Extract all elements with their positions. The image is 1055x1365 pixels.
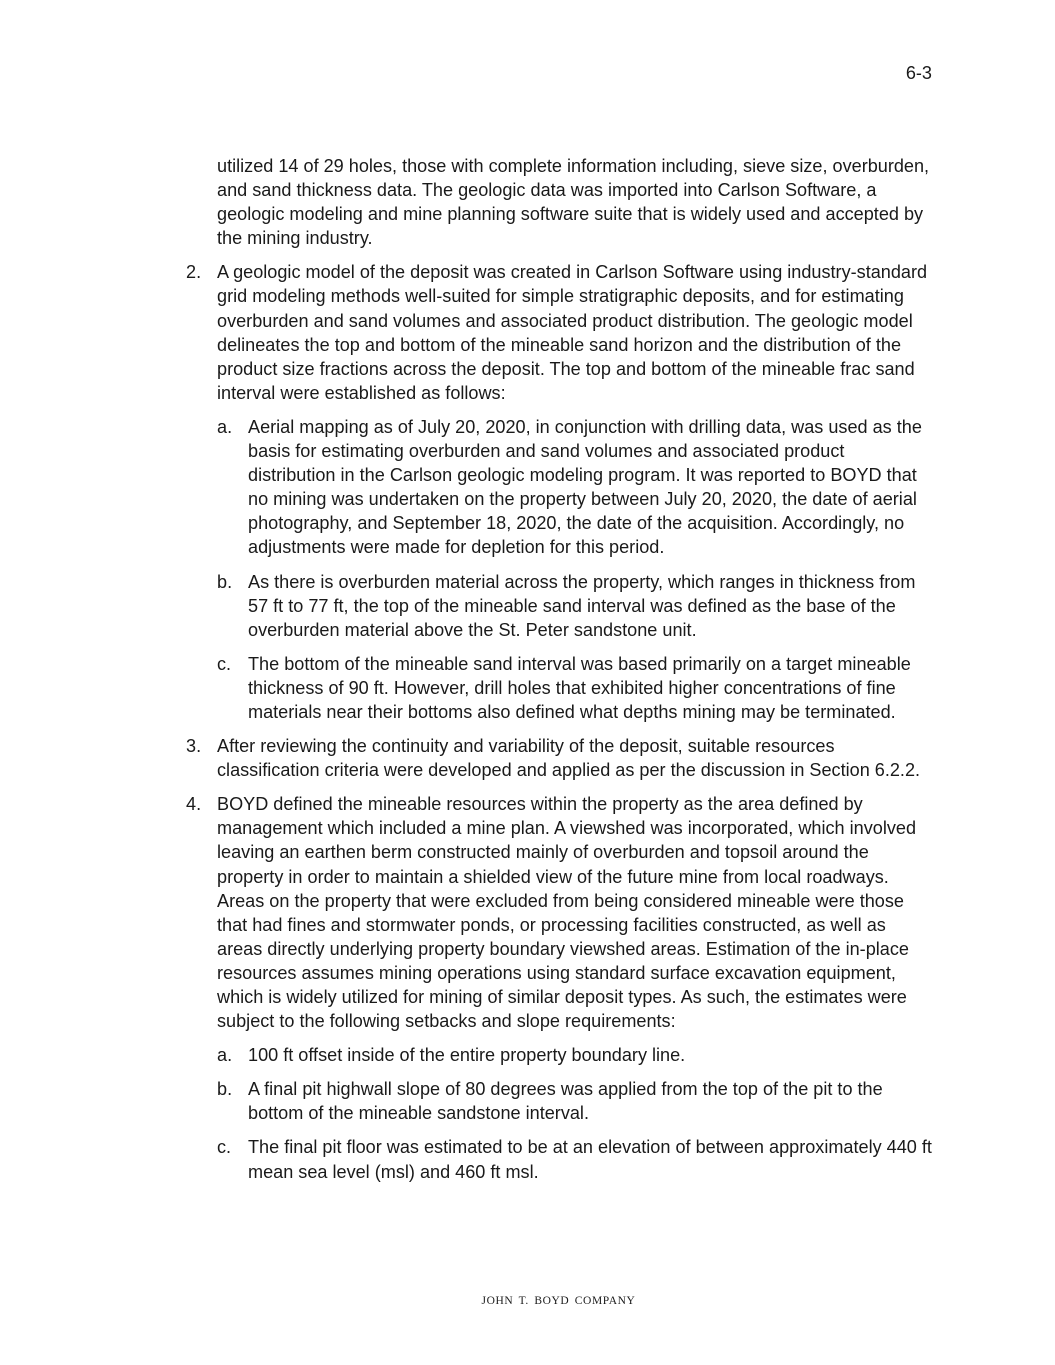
sub-item-letter: c. [217,1137,232,1158]
sub-item-4b [217,1077,936,1125]
list-item-3 [186,734,936,782]
sub-list [217,415,936,724]
document-body [186,154,936,1194]
sub-item-text: The bottom of the mineable sand interval was based primarily on a target mineable thickness of 90 ft. However, drill holes that exhibited higher concentrations of fine materials near their bottoms also defined what depths mining may be terminated. [248,653,911,722]
page-number: 6-3 [905,63,932,83]
sub-item-4a [217,1043,936,1067]
sub-item-text: Aerial mapping as of July 20, 2020, in conjunction with drilling data, was used as the basis for estimating overburden and sand volumes and associated product distribution in the Carlson geologic modeling program. It was reported to BOYD that no mining was undertaken on the property between July 20, 2020, the date of aerial photography, and September 18, 2020, the date of the acquisition. Accordingly, no adjustments were made for depletion for this period. [248,416,922,558]
sub-item-text: 100 ft offset inside of the entire property boundary line. [248,1045,686,1066]
list-item-text: After reviewing the continuity and variability of the deposit, suitable resources classification criteria were developed and applied as per the discussion in Section 6.2.2. [217,736,921,781]
sub-item-letter: c. [217,653,232,674]
footer-company-name: JOHN T. BOYD COMPANY [481,1295,636,1307]
list-number: 4. [186,794,202,815]
sub-item-text: As there is overburden material across the property, which ranges in thickness from 57 ft to 77 ft, the top of the mineable sand interval was defined as the base of the overburden material above the St. Peter sandstone unit. [248,571,916,640]
list-item-text: BOYD defined the mineable resources within the property as the area defined by management which included a mine plan. A viewshed was incorporated, which involved leaving an earthen berm constructed mainly of overburden and topsoil around the property in order to maintain a shielded view of the future mine from local roadways. Areas on the property that were excluded from being considered mineable were those that had fines and stormwater ponds, or processing facilities constructed, as well as areas directly underlying property boundary viewshed areas. Estimation of the in-place resources assumes mining operations using standard surface excavation equipment, which is widely utilized for mining of similar deposit types. As such, the estimates were subject to the following setbacks and slope requirements: [217,794,917,1032]
sub-item-4c [217,1135,936,1183]
sub-item-letter: b. [217,571,233,592]
sub-item-letter: a. [217,416,233,437]
sub-item-text: The final pit floor was estimated to be at an elevation of between approximately 440 ft mean sea level (msl) and 460 ft msl. [248,1137,932,1182]
sub-item-text: A final pit highwall slope of 80 degrees was applied from the top of the pit to the bottom of the mineable sandstone interval. [248,1079,883,1124]
list-number: 3. [186,736,202,757]
sub-item-2a [217,415,936,560]
list-item-text: A geologic model of the deposit was created in Carlson Software using industry-standard grid modeling methods well-suited for simple stratigraphic deposits, and for estimating overburden and sand volumes and associated product distribution. The geologic model delineates the top and bottom of the mineable sand horizon and the distribution of the product size fractions across the deposit. The top and bottom of the mineable frac sand interval were established as follows: [217,262,928,403]
list-number: 2. [186,262,202,283]
sub-list [217,1043,936,1183]
sub-item-letter: a. [217,1045,233,1066]
list-item-2 [186,260,936,724]
list-item-4 [186,792,936,1183]
sub-item-2c [217,652,936,724]
sub-item-letter: b. [217,1079,233,1100]
continuation-paragraph: utilized 14 of 29 holes, those with complete information including, sieve size, overburden, and sand thickness data. The geologic data was imported into Carlson Software, a geologic modeling and mine planning software suite that is widely used and accepted by the mining industry. [217,156,930,249]
sub-item-2b [217,570,936,642]
